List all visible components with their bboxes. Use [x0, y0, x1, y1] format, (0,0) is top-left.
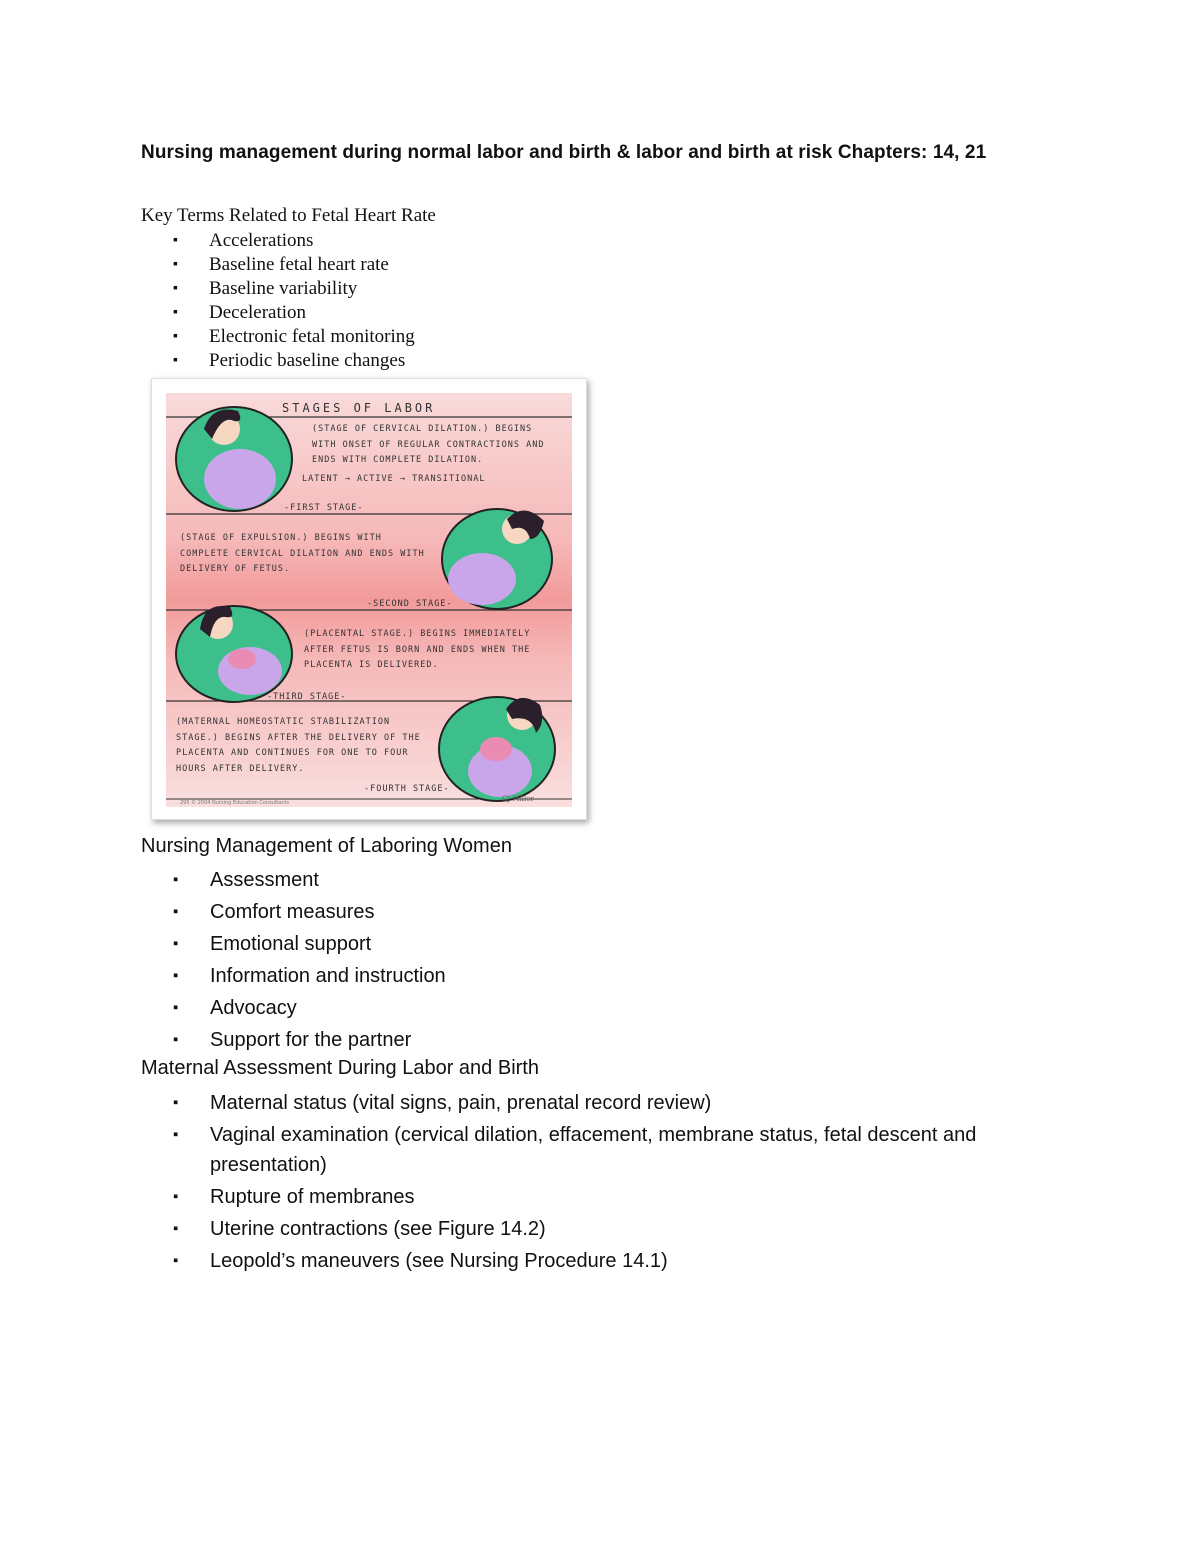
- bullet-icon: ▪: [173, 1094, 179, 1111]
- bullet-icon: ▪: [173, 999, 179, 1016]
- list-item: ▪ Emotional support: [141, 929, 446, 959]
- bullet-icon: ▪: [173, 233, 178, 248]
- fourth-stage-description: (MATERNAL HOMEOSTATIC STABILIZATION STAGE.) BEGINS AFTER THE DELIVERY OF THE PLACENTA AND CONTINUES FOR ONE TO FOUR HOURS AFTER DELIVERY.: [176, 717, 421, 774]
- list-item: ▪ Support for the partner: [141, 1025, 446, 1055]
- bullet-icon: ▪: [173, 329, 178, 344]
- key-terms-list: [141, 229, 415, 373]
- list-item: ▪ Leopold’s maneuvers (see Nursing Procedure 14.1): [141, 1246, 1061, 1276]
- bullet-icon: ▪: [173, 1188, 179, 1205]
- second-stage-illustration: [442, 509, 552, 609]
- bullet-icon: ▪: [173, 1126, 179, 1143]
- bullet-icon: ▪: [173, 1252, 179, 1269]
- fourth-stage-label: -FOURTH STAGE-: [364, 784, 450, 794]
- document-title: Nursing management during normal labor and birth & labor and birth at risk Chapters: 14, 21: [141, 142, 987, 163]
- list-item: ▪ Uterine contractions (see Figure 14.2): [141, 1214, 1061, 1244]
- key-terms-heading: Key Terms Related to Fetal Heart Rate: [141, 205, 436, 226]
- second-stage-description: (STAGE OF EXPULSION.) BEGINS WITH COMPLETE CERVICAL DILATION AND ENDS WITH DELIVERY OF FETUS.: [180, 533, 425, 574]
- figure-title: STAGES OF LABOR: [282, 401, 436, 415]
- list-item: ▪ Baseline variability: [173, 278, 358, 299]
- list-item: ▪ Maternal status (vital signs, pain, prenatal record review): [141, 1088, 1061, 1118]
- bullet-icon: ▪: [173, 935, 179, 952]
- bullet-icon: ▪: [173, 257, 178, 272]
- first-stage-label: -FIRST STAGE-: [284, 503, 364, 513]
- list-item: ▪ Periodic baseline changes: [173, 350, 406, 371]
- list-item: ▪ Comfort measures: [141, 897, 446, 927]
- nursing-management-list: [141, 865, 446, 1057]
- bullet-icon: ▪: [173, 903, 179, 920]
- list-item: ▪ Vaginal examination (cervical dilation, effacement, membrane status, fetal descent and presentation): [141, 1120, 1061, 1180]
- nursing-management-heading: Nursing Management of Laboring Women: [141, 835, 512, 857]
- list-item: ▪ Rupture of membranes: [141, 1182, 1061, 1212]
- list-item: ▪ Electronic fetal monitoring: [173, 326, 415, 347]
- bullet-icon: ▪: [173, 967, 179, 984]
- bullet-icon: ▪: [173, 1031, 179, 1048]
- third-stage-label: -THIRD STAGE-: [267, 692, 347, 702]
- bullet-icon: ▪: [173, 281, 178, 296]
- figure-copyright: 295 © 2004 Nursing Education Consultants: [180, 800, 290, 806]
- bullet-icon: ▪: [173, 1220, 179, 1237]
- maternal-assessment-list: [141, 1088, 1061, 1278]
- artist-signature: CJ Miller: [502, 795, 534, 803]
- list-item: ▪ Advocacy: [141, 993, 446, 1023]
- first-stage-illustration: [176, 407, 292, 511]
- bullet-icon: ▪: [173, 353, 178, 368]
- third-stage-description: (PLACENTAL STAGE.) BEGINS IMMEDIATELY AFTER FETUS IS BORN AND ENDS WHEN THE PLACENTA IS DELIVERED.: [304, 629, 531, 670]
- first-stage-subphases: LATENT → ACTIVE → TRANSITIONAL: [302, 474, 486, 484]
- maternal-assessment-heading: Maternal Assessment During Labor and Birth: [141, 1057, 539, 1079]
- list-item: ▪ Accelerations: [173, 230, 314, 251]
- list-item: ▪ Deceleration: [173, 302, 307, 323]
- second-stage-label: -SECOND STAGE-: [367, 599, 453, 609]
- list-item: ▪ Information and instruction: [141, 961, 446, 991]
- bullet-icon: ▪: [173, 305, 178, 320]
- bullet-icon: ▪: [173, 871, 179, 888]
- stages-of-labor-figure: [151, 378, 587, 820]
- first-stage-description: (STAGE OF CERVICAL DILATION.) BEGINS WITH ONSET OF REGULAR CONTRACTIONS AND ENDS WITH COMPLETE DILATION.: [312, 424, 545, 465]
- fourth-stage-illustration: [439, 697, 555, 801]
- list-item: ▪ Baseline fetal heart rate: [173, 254, 389, 275]
- third-stage-illustration: [176, 606, 292, 702]
- list-item: ▪ Assessment: [141, 865, 446, 895]
